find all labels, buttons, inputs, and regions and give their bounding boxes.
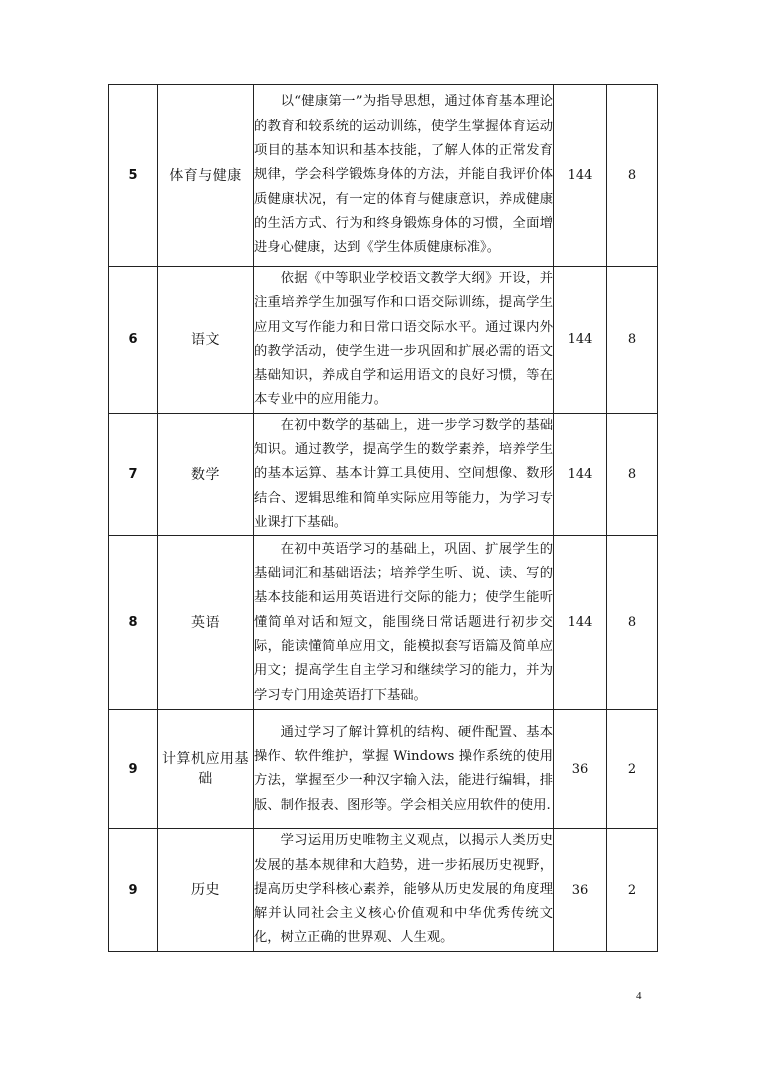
course-credits: 8	[607, 267, 658, 414]
course-hours: 36	[554, 710, 607, 829]
row-number: 7	[109, 413, 158, 535]
row-number: 9	[109, 710, 158, 829]
course-credits: 2	[607, 710, 658, 829]
table-row	[109, 85, 658, 267]
row-number: 9	[109, 829, 158, 951]
course-name: 计算机应用基础	[158, 710, 254, 829]
table-row	[109, 267, 658, 414]
course-name: 英语	[158, 536, 254, 710]
course-description-cell	[254, 267, 554, 414]
course-credits: 8	[607, 413, 658, 535]
table-row	[109, 829, 658, 951]
course-name: 数学	[158, 413, 254, 535]
course-hours: 144	[554, 85, 607, 267]
table-row	[109, 710, 658, 829]
table-row	[109, 536, 658, 710]
course-hours: 144	[554, 267, 607, 414]
course-description: 在初中数学的基础上，进一步学习数学的基础知识。通过教学，提高学生的数学素养，培养学生的基本运算、基本计算工具使用、空间想像、数形结合、逻辑思维和简单实际应用等能力，为学习专业课打下基础。	[254, 417, 553, 530]
course-name: 体育与健康	[158, 85, 254, 267]
course-description-cell	[254, 85, 554, 267]
course-description-cell	[254, 829, 554, 951]
course-hours: 144	[554, 536, 607, 710]
course-credits: 8	[607, 536, 658, 710]
course-description: 依据《中等职业学校语文教学大纲》开设，并注重培养学生加强写作和口语交际训练，提高学生应用文写作能力和日常口语交际水平。通过课内外的教学活动，使学生进一步巩固和扩展必需的语文基础知识，养成自学和运用语文的良好习惯，等在本专业中的应用能力。	[254, 271, 553, 408]
course-description-cell	[254, 710, 554, 829]
course-description-cell	[254, 536, 554, 710]
course-hours: 36	[554, 829, 607, 951]
course-credits: 2	[607, 829, 658, 951]
row-number: 5	[109, 85, 158, 267]
course-table	[108, 84, 658, 952]
page-number: 4	[636, 990, 642, 1002]
course-description: 以“健康第一”为指导思想，通过体育基本理论的教育和较系统的运动训练，使学生掌握体育运动项目的基本知识和基本技能，了解人体的正常发育规律，学会科学锻炼身体的方法，并能自我评价体质健康状况，有一定的体育与健康意识，养成健康的生活方式、行为和终身锻炼身体的习惯，全面增进身心健康，达到《学生体质健康标准》。	[254, 94, 553, 256]
row-number: 6	[109, 267, 158, 414]
course-description: 在初中英语学习的基础上，巩固、扩展学生的基础词汇和基础语法；培养学生听、说、读、写的基本技能和运用英语进行交际的能力；使学生能听懂简单对话和短文，能围绕日常话题进行初步交际，能读懂简单应用文，能模拟套写语篇及简单应用文；提高学生自主学习和继续学习的能力，并为学习专门用途英语打下基础。	[254, 541, 553, 703]
course-name: 语文	[158, 267, 254, 414]
course-hours: 144	[554, 413, 607, 535]
course-credits: 8	[607, 85, 658, 267]
course-description: 学习运用历史唯物主义观点，以揭示人类历史发展的基本规律和大趋势，进一步拓展历史视野，提高历史学科核心素养，能够从历史发展的角度理解并认同社会主义核心价值观和中华优秀传统文化，树立正确的世界观、人生观。	[254, 833, 553, 946]
course-description-cell	[254, 413, 554, 535]
course-name: 历史	[158, 829, 254, 951]
table-row	[109, 413, 658, 535]
row-number: 8	[109, 536, 158, 710]
course-description: 通过学习了解计算机的结构、硬件配置、基本操作、软件维护，掌握 Windows 操作系统的使用方法，掌握至少一种汉字输入法，能进行编辑，排版、制作报表、图形等。学会相关应用软件的使用.	[254, 724, 553, 813]
